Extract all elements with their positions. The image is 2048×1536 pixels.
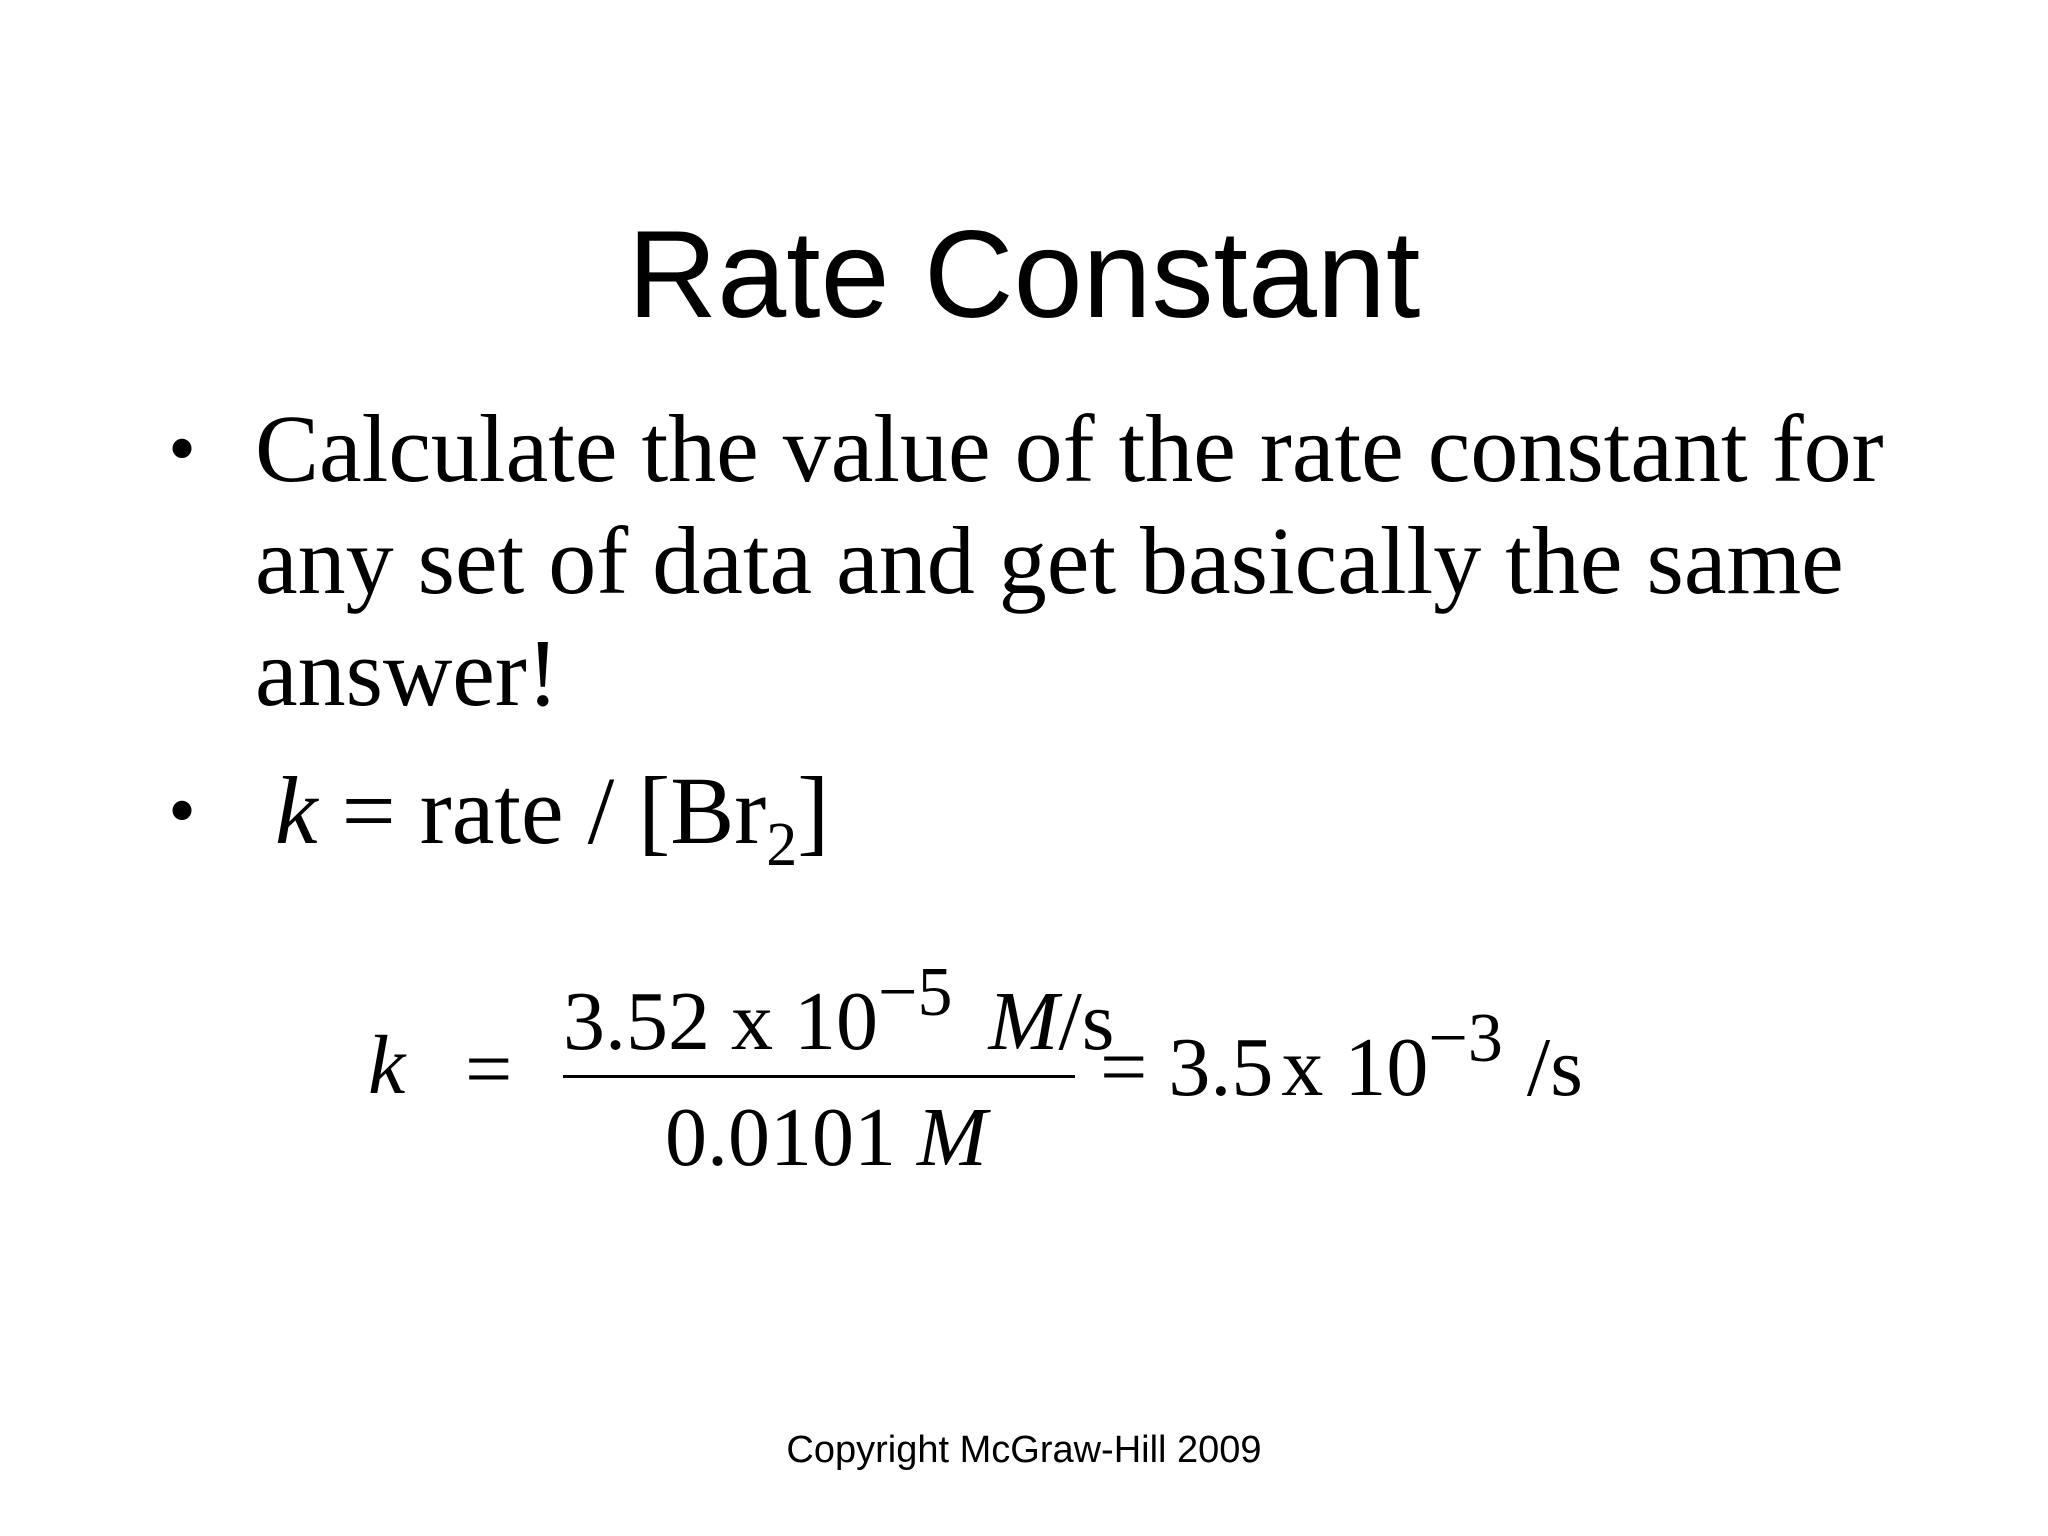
equation-equals: = (465, 1023, 513, 1116)
bullet-marker: • (168, 405, 197, 493)
formula-subscript: 2 (766, 811, 798, 879)
slide-title: Rate Constant (627, 206, 1421, 344)
equation-denominator (665, 1090, 987, 1186)
result-prefix: = 3.5 (1100, 1021, 1274, 1114)
bullet-line: answer! (255, 619, 559, 726)
copyright-footer: Copyright McGraw-Hill 2009 (786, 1429, 1262, 1471)
result-unit: /s (1526, 1021, 1583, 1114)
result-exponent: −3 (1428, 1000, 1503, 1077)
numerator-unit-s: /s (1058, 975, 1115, 1068)
k-variable: k (275, 757, 318, 864)
denominator-value: 0.0101 (665, 1091, 917, 1184)
fraction-bar (563, 1075, 1075, 1078)
bullet-line: Calculate the value of the rate constant for (255, 395, 1884, 502)
equation-numerator (563, 954, 1115, 1070)
numerator-coefficient: 3.52 x 10 (563, 975, 878, 1068)
result-mid: x 10 (1281, 1021, 1429, 1114)
equation-result (1100, 1000, 1583, 1116)
bullet-marker: • (168, 767, 197, 855)
rate-constant-formula (275, 755, 830, 879)
numerator-unit-m: M (988, 975, 1059, 1068)
denominator-unit-m: M (917, 1091, 987, 1184)
equation-lhs: k (368, 1019, 406, 1112)
formula-text: = rate / [Br (317, 757, 767, 864)
numerator-exponent: −5 (878, 954, 953, 1031)
bullet-item (255, 393, 1905, 729)
bullet-line: any set of data and get basically the same (255, 507, 1844, 614)
formula-text-end: ] (797, 757, 830, 864)
